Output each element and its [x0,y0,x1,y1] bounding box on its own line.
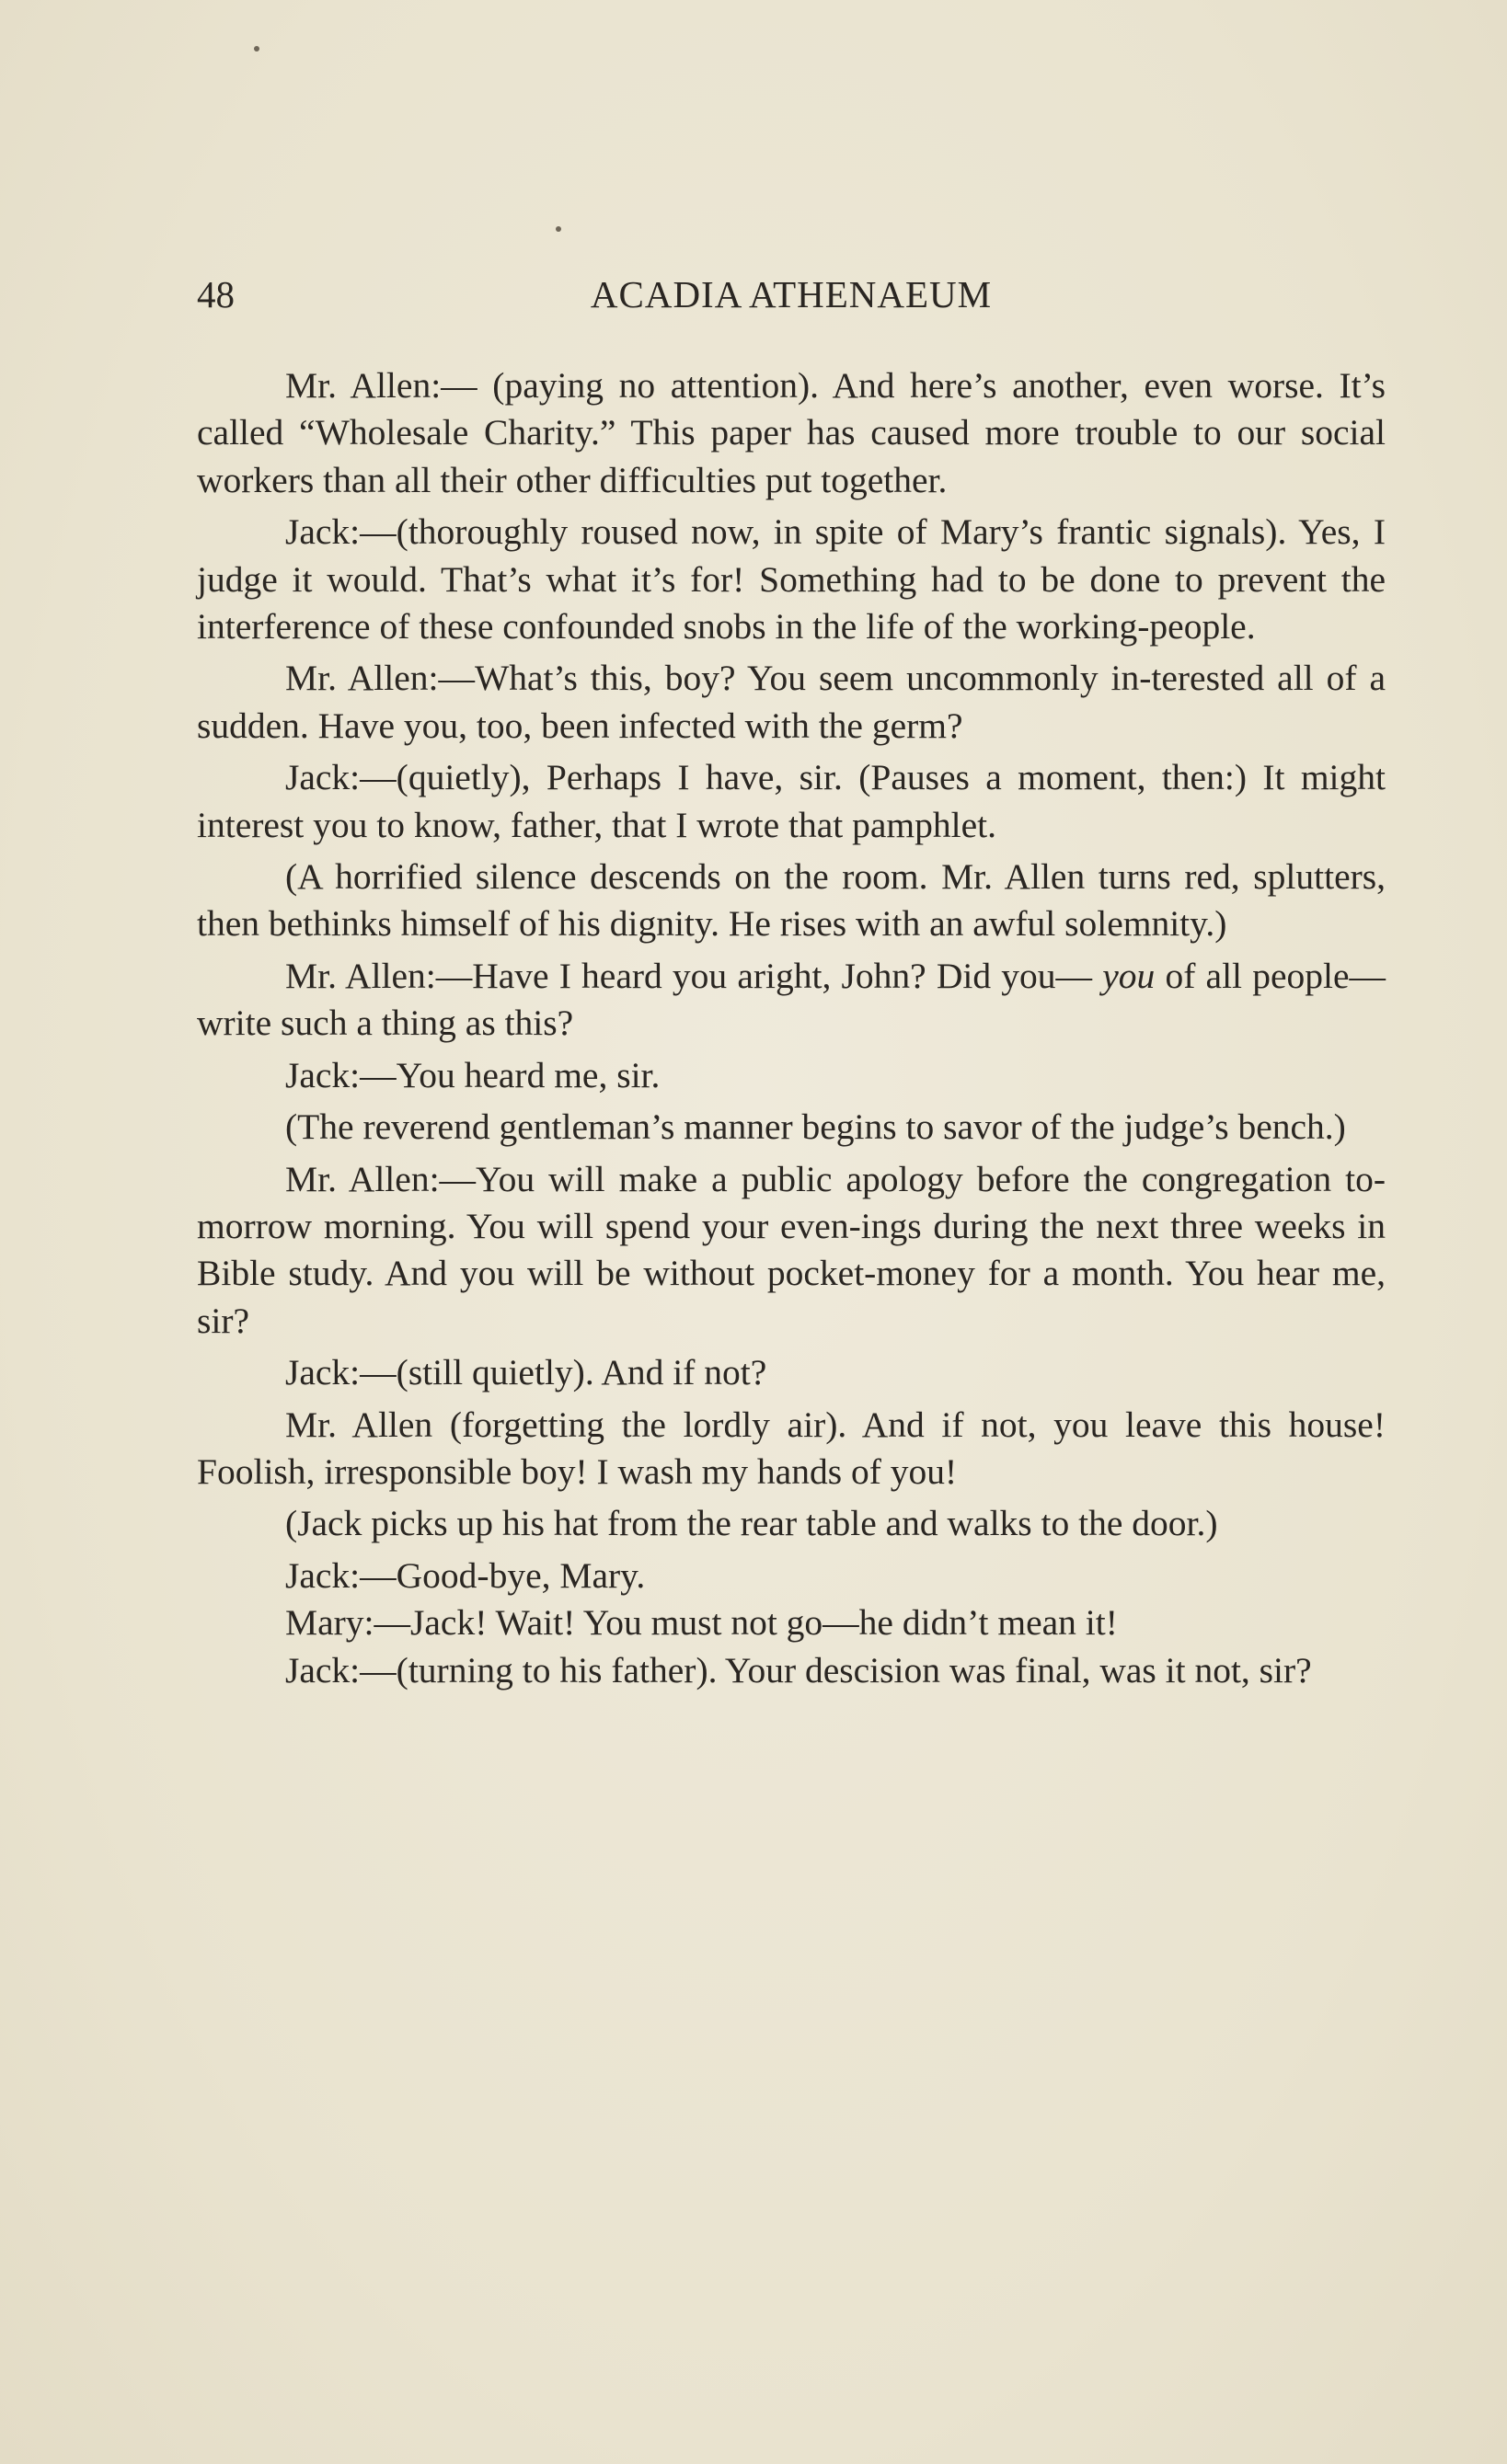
paper-speck [254,46,259,52]
page-body [197,362,1386,1699]
paragraph: Mary:—Jack! Wait! You must not go—he didn’t mean it! [285,1602,1118,1644]
paragraph: Mr. Allen:—What’s this, boy? You seem uncommonly in-terested all of a sudden. Have you, too, been infected with the germ? [197,658,1386,746]
paragraph: Jack:—Good-bye, Mary. [285,1554,646,1596]
paragraph: Jack:—(quietly), Perhaps I have, sir. (Pauses a moment, then:) It might interest you to know, father, that I wrote that pamphlet. [197,757,1386,845]
paper-speck [556,226,561,232]
paragraph: Mr. Allen (forgetting the lordly air). And if not, you leave this house! Foolish, irresponsible boy! I wash my hands of you! [197,1404,1386,1492]
paragraph-text: of all people—write such a thing as this? [197,955,1386,1044]
emphasized-word: you [1102,955,1156,996]
paragraph-text: Mr. Allen:—Have I heard you aright, John? Did you— [285,955,1103,996]
page-header [197,267,1386,322]
running-title: ACADIA ATHENAEUM [590,273,993,315]
paragraph [197,953,1386,1048]
paragraph: Mr. Allen:—You will make a public apology before the congregation to-morrow morning. You will spend your even-ings during the next three weeks in Bible study. And you will be without pocket-money for a month. You hear me, sir? [197,1158,1386,1341]
paragraph: Jack:—(turning to his father). Your descision was final, was it not, sir? [285,1649,1312,1690]
page-number: 48 [197,273,235,315]
paragraph: Jack:—(still quietly). And if not? [285,1352,767,1393]
paragraph: Jack:—(thoroughly roused now, in spite of Mary’s frantic signals). Yes, I judge it would. That’s what it’s for! Something had to be done to prevent the interference of these confounded snobs in the life of the working-people. [197,511,1386,648]
paragraph: (Jack picks up his hat from the rear table and walks to the door.) [285,1503,1218,1544]
paragraph: (A horrified silence descends on the room. Mr. Allen turns red, splutters, then bethinks himself of his dignity. He rises with an awful solemnity.) [197,856,1386,945]
paragraph: Mr. Allen:— (paying no attention). And here’s another, even worse. It’s called “Wholesale Charity.” This paper has caused more trouble to our social workers than all their other difficulties put together. [197,365,1386,500]
paragraph: (The reverend gentleman’s manner begins to savor of the judge’s bench.) [285,1106,1346,1148]
paragraph: Jack:—You heard me, sir. [285,1054,661,1095]
